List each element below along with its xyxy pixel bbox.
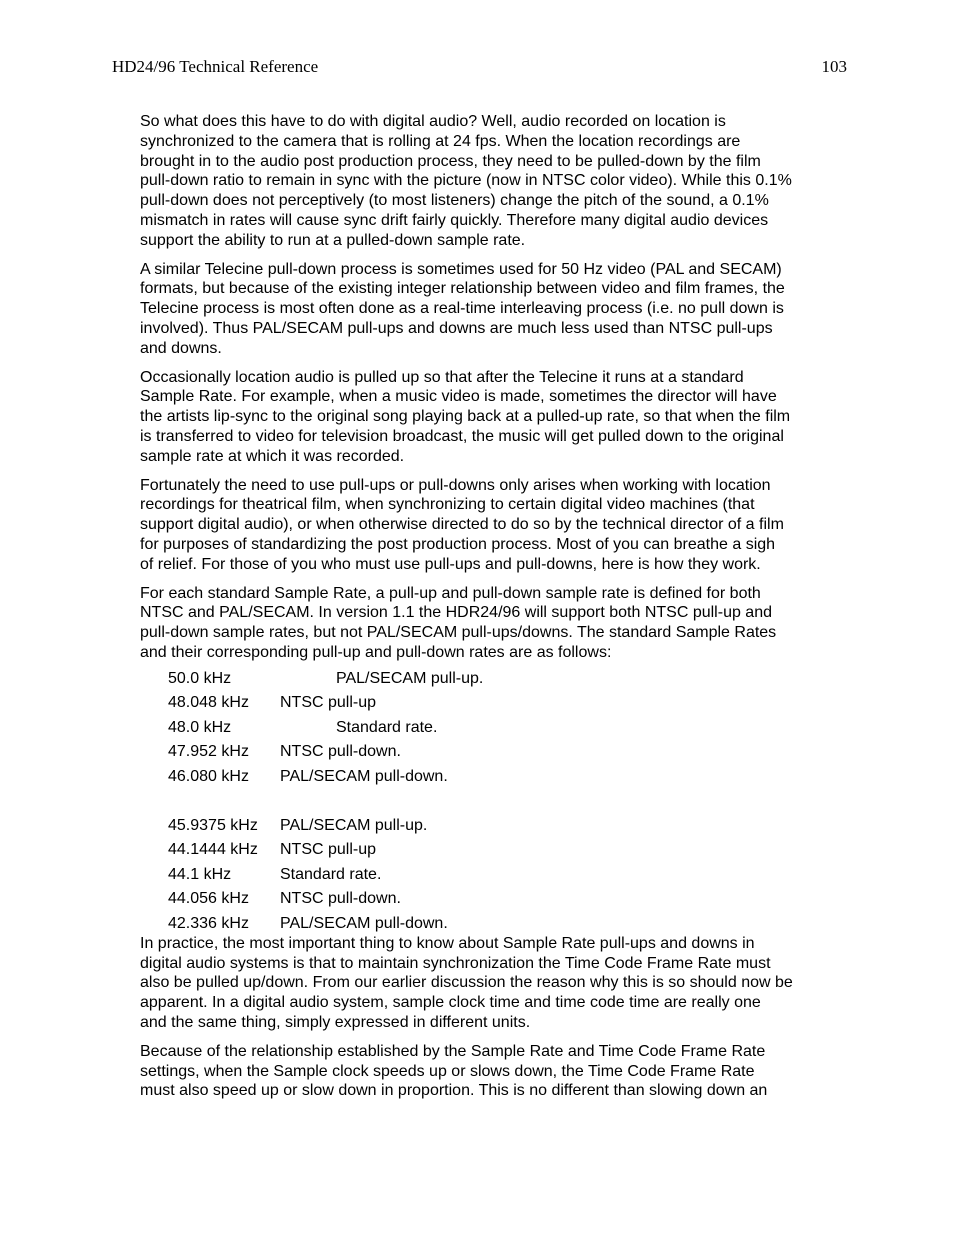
table-spacer xyxy=(168,791,848,816)
rate-value: 45.9375 kHz xyxy=(168,816,258,834)
rate-row xyxy=(168,669,848,694)
page-number: 103 xyxy=(821,57,847,76)
text-line: of relief. For those of you who must use pull-ups and pull-downs, here is how they work. xyxy=(140,555,761,573)
text-line: Because of the relationship established by the Sample Rate and Time Code Frame Rate xyxy=(140,1042,766,1060)
text-line: A similar Telecine pull-down process is sometimes used for 50 Hz video (PAL and SECAM) xyxy=(140,260,782,278)
rate-value: 48.0 kHz xyxy=(168,718,232,736)
text-line: also be pulled up/down. From our earlier discussion the reason why this is so should now be xyxy=(140,974,793,992)
rate-row xyxy=(168,816,848,841)
paragraph-pulldown-intro xyxy=(140,112,848,251)
rate-description: NTSC pull-down. xyxy=(280,743,401,761)
rate-value: 46.080 kHz xyxy=(168,767,249,785)
rate-row xyxy=(168,840,848,865)
text-line: brought in to the audio post production process, they need to be pulled-down by the film xyxy=(140,152,761,170)
rate-value: 50.0 kHz xyxy=(168,669,232,687)
rate-row xyxy=(168,718,848,743)
rate-description: PAL/SECAM pull-up. xyxy=(336,669,484,687)
text-line: support the ability to run at a pulled-down sample rate. xyxy=(140,231,526,249)
rate-value: 44.1 kHz xyxy=(168,865,232,883)
rate-row xyxy=(168,767,848,792)
rate-description: NTSC pull-down. xyxy=(280,890,401,908)
text-line: recordings for theatrical film, when synchronizing to certain digital video machines (that xyxy=(140,496,755,514)
text-line: support digital audio), or when otherwise directed to do so by the technical director of a film xyxy=(140,516,784,534)
text-line: apparent. In a digital audio system, sample clock time and time code time are really one xyxy=(140,994,761,1012)
text-line: pull-down sample rates, but not PAL/SECAM pull-ups/downs. The standard Sample Rates xyxy=(140,624,777,642)
rate-description: PAL/SECAM pull-down. xyxy=(280,914,448,932)
page-header xyxy=(0,0,954,100)
document-body xyxy=(140,112,848,1110)
text-line: and the same thing, simply expressed in different units. xyxy=(140,1013,531,1031)
text-line: digital audio systems is that to maintain synchronization the Time Code Frame Rate must xyxy=(140,954,771,972)
sample-rate-table xyxy=(168,669,848,934)
rate-description: PAL/SECAM pull-up. xyxy=(280,816,428,834)
text-line: the artists lip-sync to the original song playing back at a pulled-up rate, so that when the film xyxy=(140,408,791,426)
text-line: is transferred to video for television broadcast, the music will get pulled down to the original xyxy=(140,427,784,445)
text-line: For each standard Sample Rate, a pull-up and pull-down sample rate is defined for both xyxy=(140,584,761,602)
rate-description: Standard rate. xyxy=(280,865,382,883)
rate-row xyxy=(168,914,848,934)
text-line: formats, but because of the existing integer relationship between video and film frames, the xyxy=(140,280,785,298)
rate-row xyxy=(168,889,848,914)
paragraph-pal-secam xyxy=(140,260,848,359)
text-line: mismatch in rates will cause sync drift fairly quickly. Therefore many digital audio devices xyxy=(140,211,769,229)
rate-row xyxy=(168,865,848,890)
rate-row xyxy=(168,742,848,767)
rate-value: 44.056 kHz xyxy=(168,890,249,908)
rate-description: NTSC pull-up xyxy=(280,694,377,712)
text-line: synchronized to the camera that is rolling at 24 fps. When the location recordings are xyxy=(140,132,741,150)
text-line: In practice, the most important thing to know about Sample Rate pull-ups and downs in xyxy=(140,934,755,952)
document-title: HD24/96 Technical Reference xyxy=(112,57,319,76)
text-line: Sample Rate. For example, when a music video is made, sometimes the director will have xyxy=(140,388,777,406)
rate-description: PAL/SECAM pull-down. xyxy=(280,767,448,785)
text-line: involved). Thus PAL/SECAM pull-ups and downs are much less used than NTSC pull-ups xyxy=(140,319,773,337)
text-line: must also speed up or slow down in proportion. This is no different than slowing down an xyxy=(140,1082,768,1100)
rate-description: Standard rate. xyxy=(336,718,438,736)
text-line: NTSC and PAL/SECAM. In version 1.1 the HDR24/96 will support both NTSC pull-up and xyxy=(140,604,772,622)
paragraph-pull-up xyxy=(140,368,848,467)
rate-value: 48.048 kHz xyxy=(168,694,249,712)
text-line: pull-down ratio to remain in sync with the picture (now in NTSC color video). While this 0.1% xyxy=(140,172,792,190)
paragraph-relationship xyxy=(140,1042,848,1101)
rate-description: NTSC pull-up xyxy=(280,841,377,859)
rate-value: 44.1444 kHz xyxy=(168,841,258,859)
text-line: So what does this have to do with digital audio? Well, audio recorded on location is xyxy=(140,113,726,130)
text-line: Occasionally location audio is pulled up so that after the Telecine it runs at a standard xyxy=(140,368,744,386)
paragraph-in-practice xyxy=(140,934,848,1033)
text-line: and their corresponding pull-up and pull-down rates are as follows: xyxy=(140,643,612,661)
text-line: pull-down does not perceptively (to most listeners) change the pitch of the sound, a 0.1% xyxy=(140,192,769,210)
text-line: Telecine process is most often done as a real-time interleaving process (i.e. no pull down is xyxy=(140,300,784,318)
paragraph-standard-rates xyxy=(140,584,848,663)
text-line: for purposes of standardizing the post production process. Most of you can breathe a sigh xyxy=(140,535,776,553)
text-line: settings, when the Sample clock speeds up or slows down, the Time Code Frame Rate xyxy=(140,1062,755,1080)
text-line: and downs. xyxy=(140,339,222,357)
text-line: Fortunately the need to use pull-ups or pull-downs only arises when working with location xyxy=(140,476,771,494)
rate-value: 42.336 kHz xyxy=(168,914,249,932)
rate-value: 47.952 kHz xyxy=(168,743,249,761)
paragraph-fortunately xyxy=(140,476,848,575)
text-line: sample rate at which it was recorded. xyxy=(140,447,405,465)
rate-row xyxy=(168,693,848,718)
